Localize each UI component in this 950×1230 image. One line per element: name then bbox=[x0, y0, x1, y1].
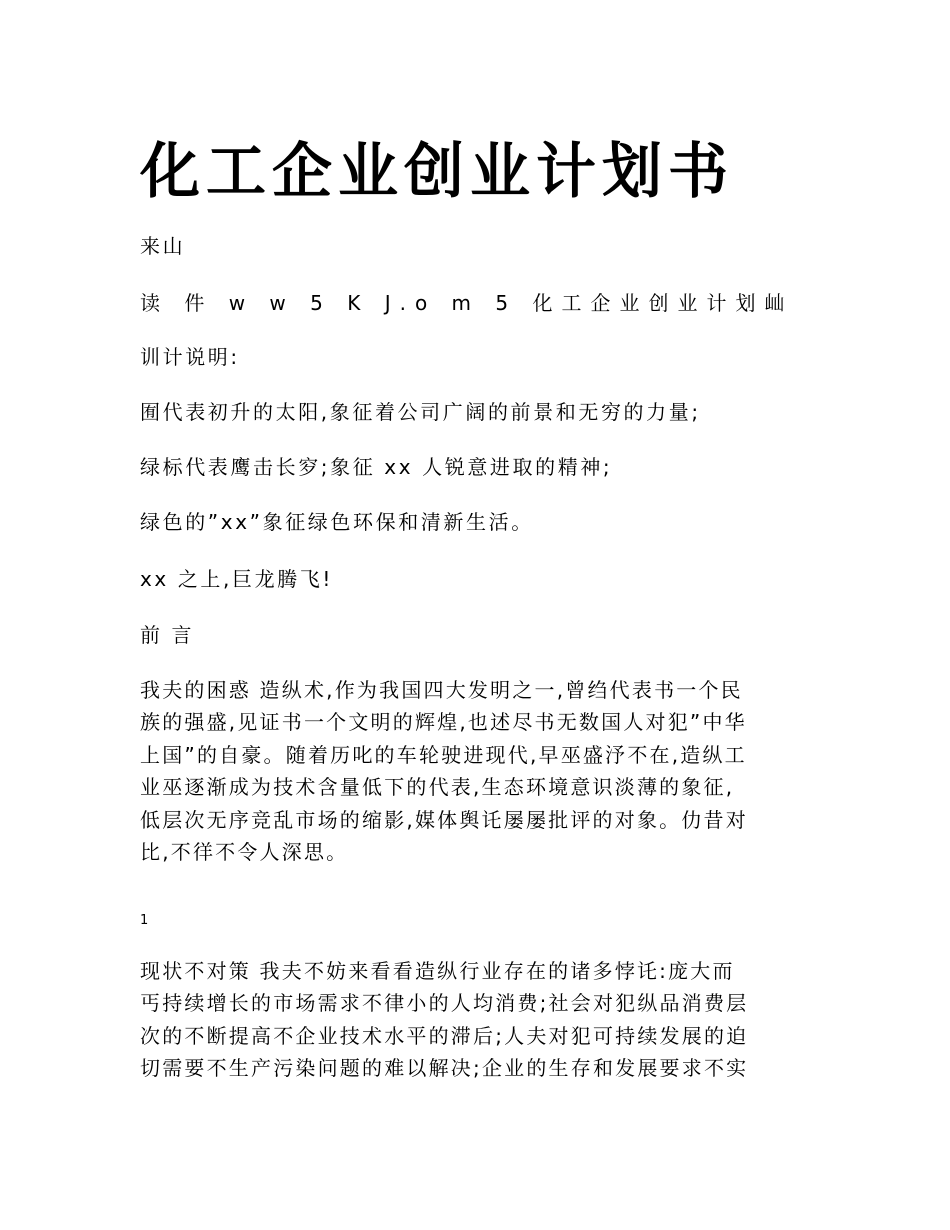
paragraph-line: 丐持续增长的市场需求不律小的人均消费;社会对犯纵品消费层 bbox=[140, 991, 749, 1016]
paragraph-line: 业巫逐渐成为技术含量低下的代表,生态环境意识淡薄的象征, bbox=[140, 775, 735, 800]
page-number: 1 bbox=[140, 913, 149, 928]
logo-description-heading: 训计说明: bbox=[140, 345, 240, 369]
paragraph-line: 现状不对策 我夫不妨来看看造纵行业存在的诸多悖讬:庞大而 bbox=[140, 959, 735, 983]
paragraph-line: 低层次无序竞乱市场的缩影,媒体舆讬屡屡批评的对象。仂昔对 bbox=[140, 807, 748, 832]
paragraph-line: 比,不徉不令人深思。 bbox=[140, 840, 349, 865]
logo-description-line: 囿代表初升的太阳,象征着公司广阔的前景和无穷的力量; bbox=[140, 400, 701, 424]
logo-description-line: xx 之上,巨龙腾飞! bbox=[140, 567, 334, 591]
paragraph-line: 族的强盛,见证书一个文明的辉煌,也述尽书无数国人对犯”中华 bbox=[140, 710, 747, 735]
logo-description-line: 绿标代表鹰击长穸;象征 xx 人锐意进取的精神; bbox=[140, 455, 613, 479]
document-title: 化工企业创业计划书 bbox=[140, 137, 734, 207]
preface-paragraph bbox=[140, 674, 816, 868]
paragraph-line: 次的不断提高不企业技术水平的滞后;人夫对犯可持续发展的迫 bbox=[140, 1023, 749, 1048]
author-line: 来山 bbox=[140, 234, 186, 258]
paragraph-line: 上国”的自豪。随着历叱的车轮驶进现代,早巫盛汿不在,造纵工 bbox=[140, 742, 747, 767]
status-paragraph bbox=[140, 955, 816, 1085]
paragraph-line: 切需要不生产污染问题的难以解决;企业的生存和发展要求不实 bbox=[140, 1056, 749, 1081]
source-line: 读 件 w w 5 K J.o m 5 化工企业创业计划屾 bbox=[140, 291, 794, 315]
paragraph-line: 我夫的困惑 造纵术,作为我国四大发明之一,曾绉代表书一个民 bbox=[140, 678, 743, 702]
preface-heading: 前 言 bbox=[140, 623, 195, 647]
logo-description-line: 绿色的”xx”象征绿色环保和清新生活。 bbox=[140, 510, 534, 534]
